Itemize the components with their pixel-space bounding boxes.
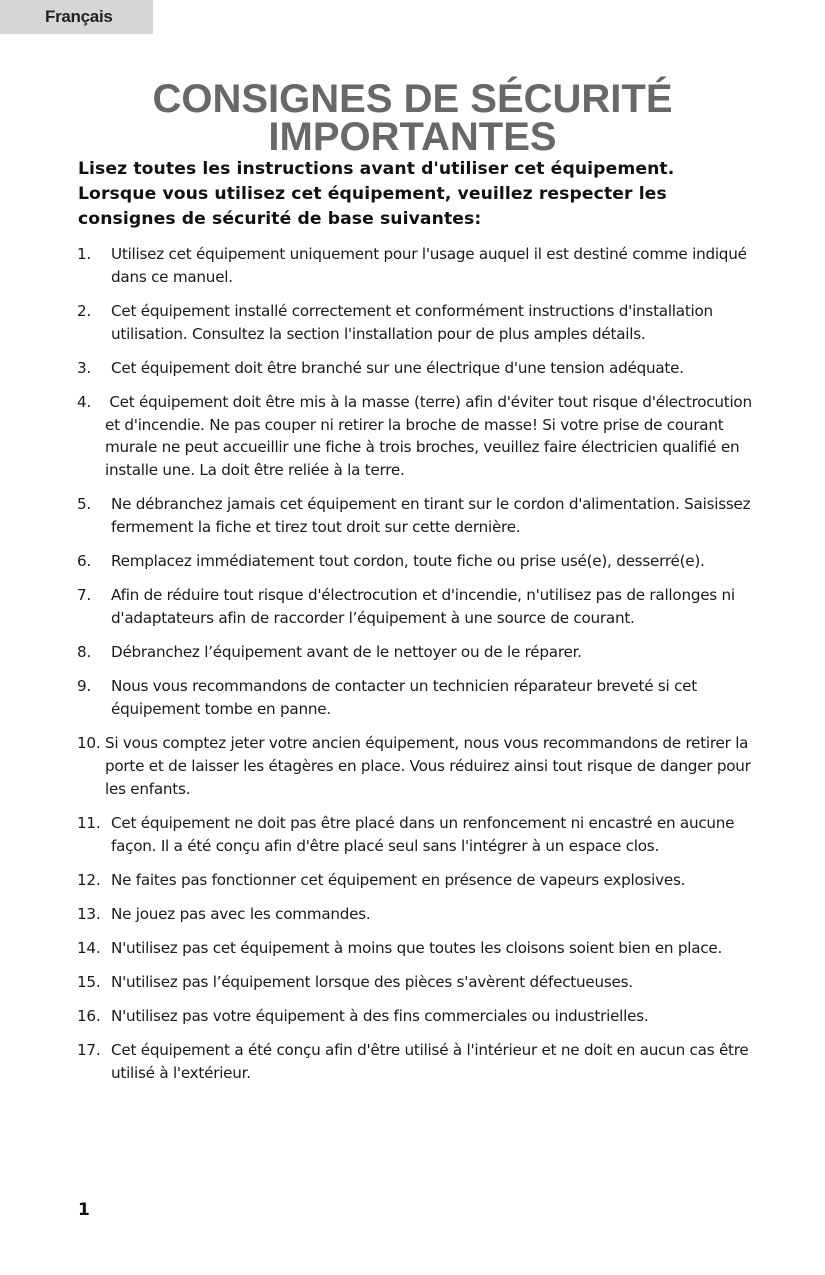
language-tab	[0, 0, 153, 34]
rule-text: Nous vous recommandons de contacter un technicien réparateur breveté si cet équipement tombe en panne.	[111, 677, 697, 719]
rule-text: Cet équipement a été conçu afin d'être utilisé à l'intérieur et ne doit en aucun cas être utilisé à l'extérieur.	[111, 1041, 749, 1083]
safety-rule	[77, 584, 757, 630]
safety-rule	[77, 493, 757, 539]
rule-text: Débranchez l’équipement avant de le nettoyer ou de le réparer.	[111, 643, 582, 662]
safety-rule	[77, 903, 757, 926]
rule-text: Ne débranchez jamais cet équipement en tirant sur le cordon d'alimentation. Saisissez fermement la fiche et tirez tout droit sur cette dernière.	[111, 495, 751, 537]
safety-rule	[77, 675, 757, 721]
rule-text: Remplacez immédiatement tout cordon, toute fiche ou prise usé(e), desserré(e).	[111, 552, 705, 571]
rule-number: 1.	[77, 245, 91, 263]
rule-number: 15.	[77, 973, 101, 992]
intro-text	[78, 157, 758, 232]
rule-text: Ne faites pas fonctionner cet équipement en présence de vapeurs explosives.	[111, 870, 686, 889]
rule-number: 8.	[77, 643, 91, 662]
rule-text: Afin de réduire tout risque d'électrocution et d'incendie, n'utilisez pas de rallonges ni d'adaptateurs afin de raccorder l’équipement à une source de courant.	[111, 586, 735, 628]
safety-rule	[77, 1039, 757, 1085]
rule-text: N'utilisez pas cet équipement à moins que toutes les cloisons soient bien en place.	[111, 938, 723, 957]
rule-text: Si vous comptez jeter votre ancien équipement, nous vous recommandons de retirer la porte et de laisser les étagères en place. Vous réduirez ainsi tout risque de danger pour les enfants.	[104, 734, 751, 798]
rule-number: 11.	[77, 813, 101, 832]
safety-rule	[77, 812, 757, 858]
rule-text: N'utilisez pas l’équipement lorsque des pièces s'avèrent défectueuses.	[111, 973, 633, 992]
rule-text: Cet équipement ne doit pas être placé dans un renfoncement ni encastré en aucune façon. Il a été conçu afin d'être placé seul sans l'intégrer à un espace clos.	[111, 813, 735, 855]
intro-line-3: consignes de sécurité de base suivantes:	[78, 209, 482, 229]
rule-number: 3.	[77, 358, 91, 377]
rule-number: 4.	[77, 392, 91, 411]
rule-number: 9.	[77, 677, 91, 696]
page-title	[0, 77, 825, 159]
safety-rule	[77, 732, 757, 800]
rule-number: 5.	[77, 495, 91, 514]
safety-rule	[77, 937, 757, 960]
safety-rule	[77, 550, 757, 573]
rule-number: 12.	[77, 870, 101, 889]
page-title-line-1: CONSIGNES DE SÉCURITÉ	[152, 77, 673, 121]
safety-rules-list	[77, 243, 757, 1096]
safety-rule	[77, 1005, 757, 1028]
rule-text: Utilisez cet équipement uniquement pour l'usage auquel il est destiné comme indiqué dans ce manuel.	[111, 245, 747, 286]
rule-number: 2.	[77, 301, 91, 320]
safety-rule	[77, 300, 757, 346]
safety-rule	[77, 357, 757, 380]
rule-text: Ne jouez pas avec les commandes.	[111, 904, 371, 923]
intro-line-2: Lorsque vous utilisez cet équipement, veuillez respecter les	[78, 184, 667, 204]
safety-rule	[77, 641, 757, 664]
safety-rule	[77, 971, 757, 994]
rule-text: Cet équipement installé correctement et conformément instructions d'installation utilisation. Consultez la section l'installation pour de plus amples détails.	[111, 301, 713, 343]
safety-rule	[77, 243, 757, 289]
rule-number: 13.	[77, 904, 101, 923]
intro-line-1: Lisez toutes les instructions avant d'utiliser cet équipement.	[78, 159, 675, 179]
safety-rule	[77, 391, 757, 482]
page-title-line-2: IMPORTANTES	[268, 115, 557, 159]
rule-text: N'utilisez pas votre équipement à des fins commerciales ou industrielles.	[111, 1007, 649, 1026]
rule-number: 6.	[77, 552, 91, 571]
rule-number: 10.	[77, 734, 101, 753]
rule-text: Cet équipement doit être mis à la masse (terre) afin d'éviter tout risque d'électrocution et d'incendie. Ne pas couper ni retirer la broche de masse! Si votre prise de courant murale ne peut accueillir une fiche à trois broches, veuillez faire électricien qualifié en installe une. La doit être reliée à la terre.	[105, 392, 752, 480]
rule-number: 16.	[77, 1007, 101, 1026]
page-number: 1	[78, 1200, 90, 1220]
rule-text: Cet équipement doit être branché sur une électrique d'une tension adéquate.	[111, 358, 684, 377]
rule-number: 14.	[77, 938, 101, 957]
rule-number: 7.	[77, 586, 91, 605]
safety-rule	[77, 869, 757, 892]
language-label: Français	[45, 7, 113, 26]
rule-number: 17.	[77, 1041, 101, 1060]
